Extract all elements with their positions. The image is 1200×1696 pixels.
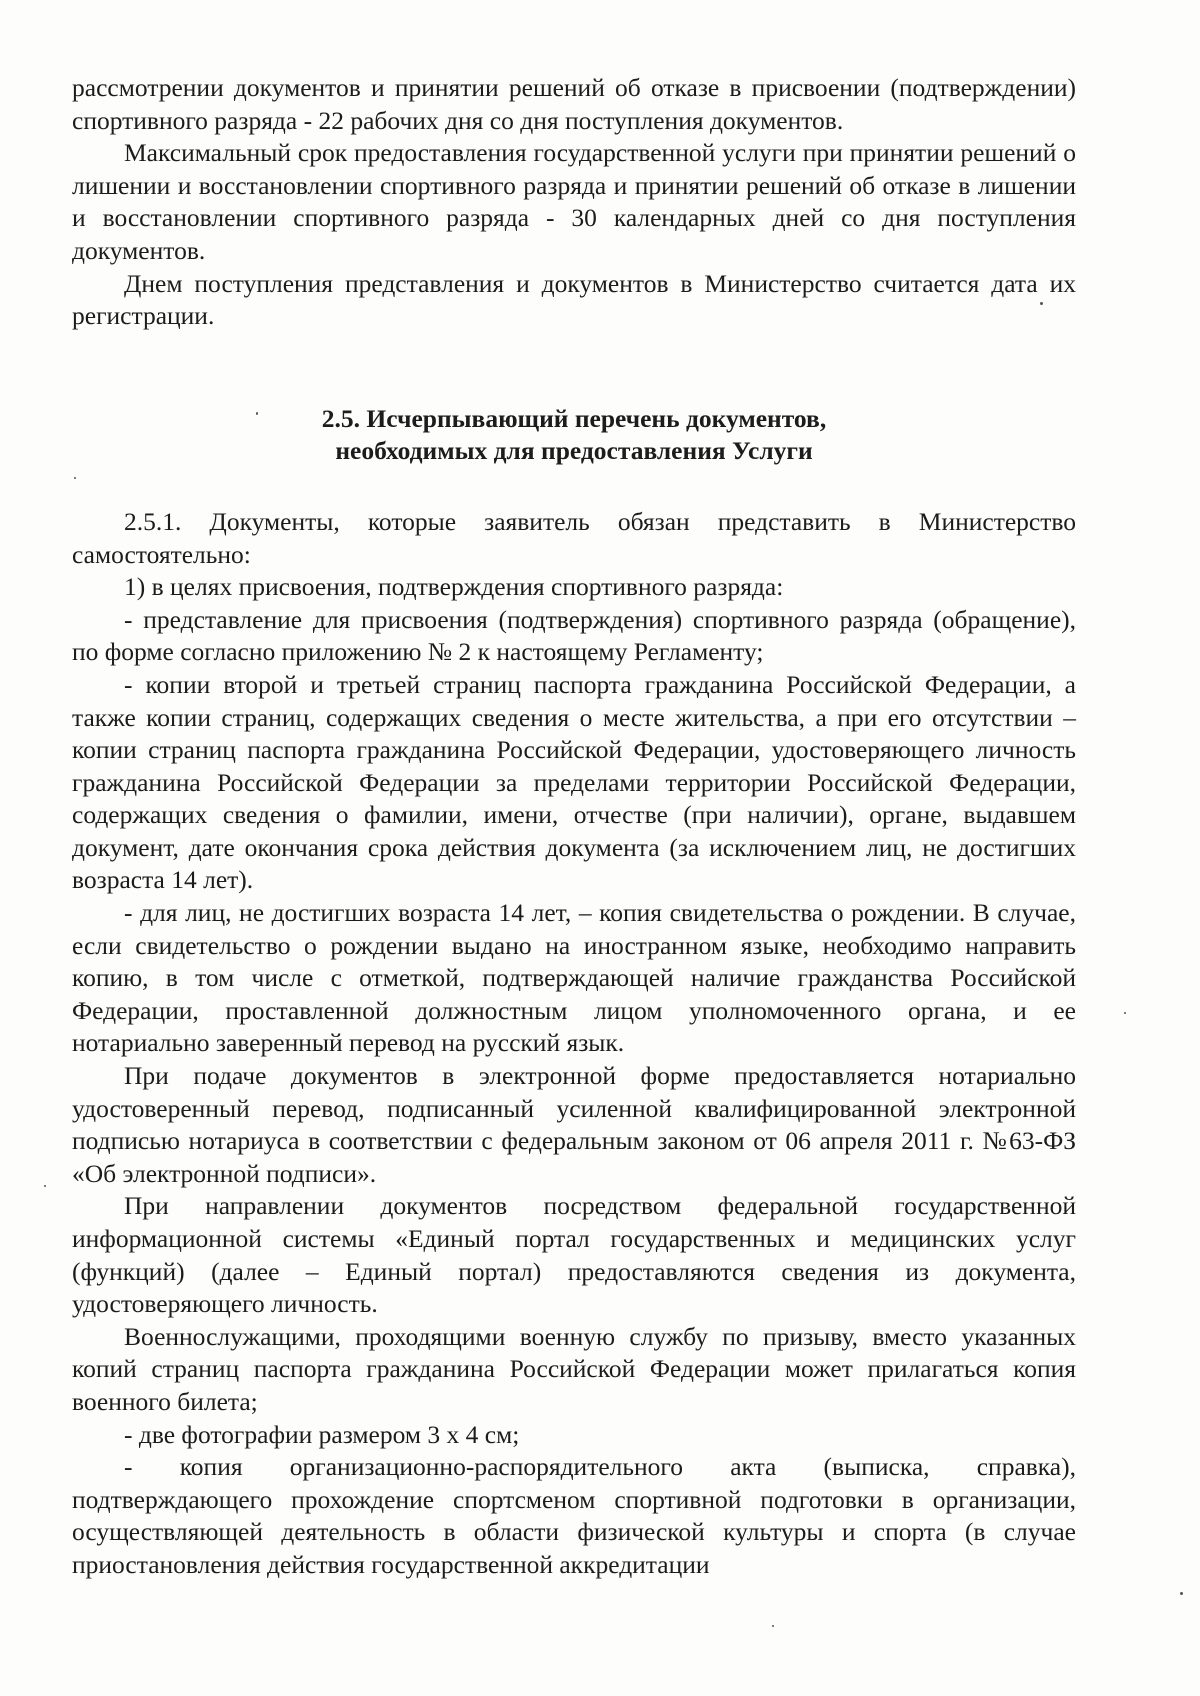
- paragraph-2-5-1: 2.5.1. Документы, которые заявитель обязан представить в Министерство самостоятельно:: [72, 506, 1076, 569]
- spacer: [72, 468, 1076, 506]
- scan-speck: [1180, 1592, 1183, 1595]
- scan-speck: [74, 477, 76, 479]
- portal-paragraph: При направлении документов посредством федеральной государственной информационной системы «Единый портал государственных и медицинских услуг (функций) (далее – Единый портал) предоставляются сведения из документа, удостоверяющего личность.: [72, 1191, 1076, 1319]
- photos-paragraph: - две фотографии размером 3 х 4 см;: [124, 1419, 520, 1449]
- submission-paragraph: - представление для присвоения (подтверждения) спортивного разряда (обращение), по форме согласно приложению № 2 к настоящему Регламенту;: [72, 604, 1076, 667]
- military-paragraph: Военнослужащими, проходящими военную службу по призыву, вместо указанных копий страниц паспорта гражданина Российской Федерации может прилагаться копия военного билета;: [72, 1321, 1076, 1416]
- scan-speck: [1040, 302, 1043, 305]
- birth-certificate-paragraph: - для лиц, не достигших возраста 14 лет, – копия свидетельства о рождении. В случае, если свидетельство о рождении выдано на иностранном языке, необходимо направить копию, в том числе с отметкой, подтверждающей наличие гражданства Российской Федерации, проставленной должностным лицом уполномоченного органа, и ее нотариально заверенный перевод на русский язык.: [72, 898, 1076, 1058]
- scan-speck: [44, 1185, 46, 1187]
- scan-speck: [256, 412, 258, 415]
- act-paragraph: - копия организационно-распорядительного акта (выписка, справка), подтверждающего прохождение спортсменом спортивной подготовки в организации, осуществляющей деятельность в области физической культуры и спорта (в случае приостановления действия государственной аккредитации: [72, 1452, 1076, 1579]
- receipt-day-paragraph: Днем поступления представления и документов в Министерство считается дата их регистрации.: [72, 268, 1076, 331]
- scan-speck: [772, 1625, 774, 1627]
- electronic-form-paragraph: При подаче документов в электронной форме предоставляется нотариально удостоверенный перевод, подписанный усиленной квалифицированной электронной подписью нотариуса в соответствии с федеральным законом от 06 апреля 2011 г. №63-ФЗ «Об электронной подписи».: [72, 1061, 1076, 1188]
- section-heading-line-2: необходимых для предоставления Услуги: [335, 436, 813, 466]
- list-item-1: 1) в целях присвоения, подтверждения спортивного разряда:: [124, 572, 784, 602]
- intro-paragraph: рассмотрении документов и принятии решений об отказе в присвоении (подтверждении) спортивного разряда - 22 рабочих дня со дня поступления документов.: [72, 73, 1076, 135]
- section-heading-line-1: 2.5. Исчерпывающий перечень документов,: [321, 403, 827, 433]
- scan-speck: [1124, 1012, 1126, 1014]
- passport-paragraph: - копии второй и третьей страниц паспорта гражданина Российской Федерации, а также копии страниц, содержащих сведения о месте жительства, а при его отсутствии –копии страниц паспорта гражданина Российской Федерации, удостоверяющего личность гражданина Российской Федерации за пределами территории Российской Федерации, содержащих сведения о фамилии, имени, отчестве (при наличии), органе, выдавшем документ, дате окончания срока действия документа (за исключением лиц, не достигших возраста 14 лет).: [72, 669, 1076, 895]
- spacer: [72, 333, 1076, 403]
- max-term-paragraph: Максимальный срок предоставления государственной услуги при принятии решений о лишении и восстановлении спортивного разряда и принятии решений об отказе в лишении и восстановлении спортивного разряда - 30 календарных дней со дня поступления документов.: [72, 138, 1076, 265]
- document-body: [72, 72, 1076, 1582]
